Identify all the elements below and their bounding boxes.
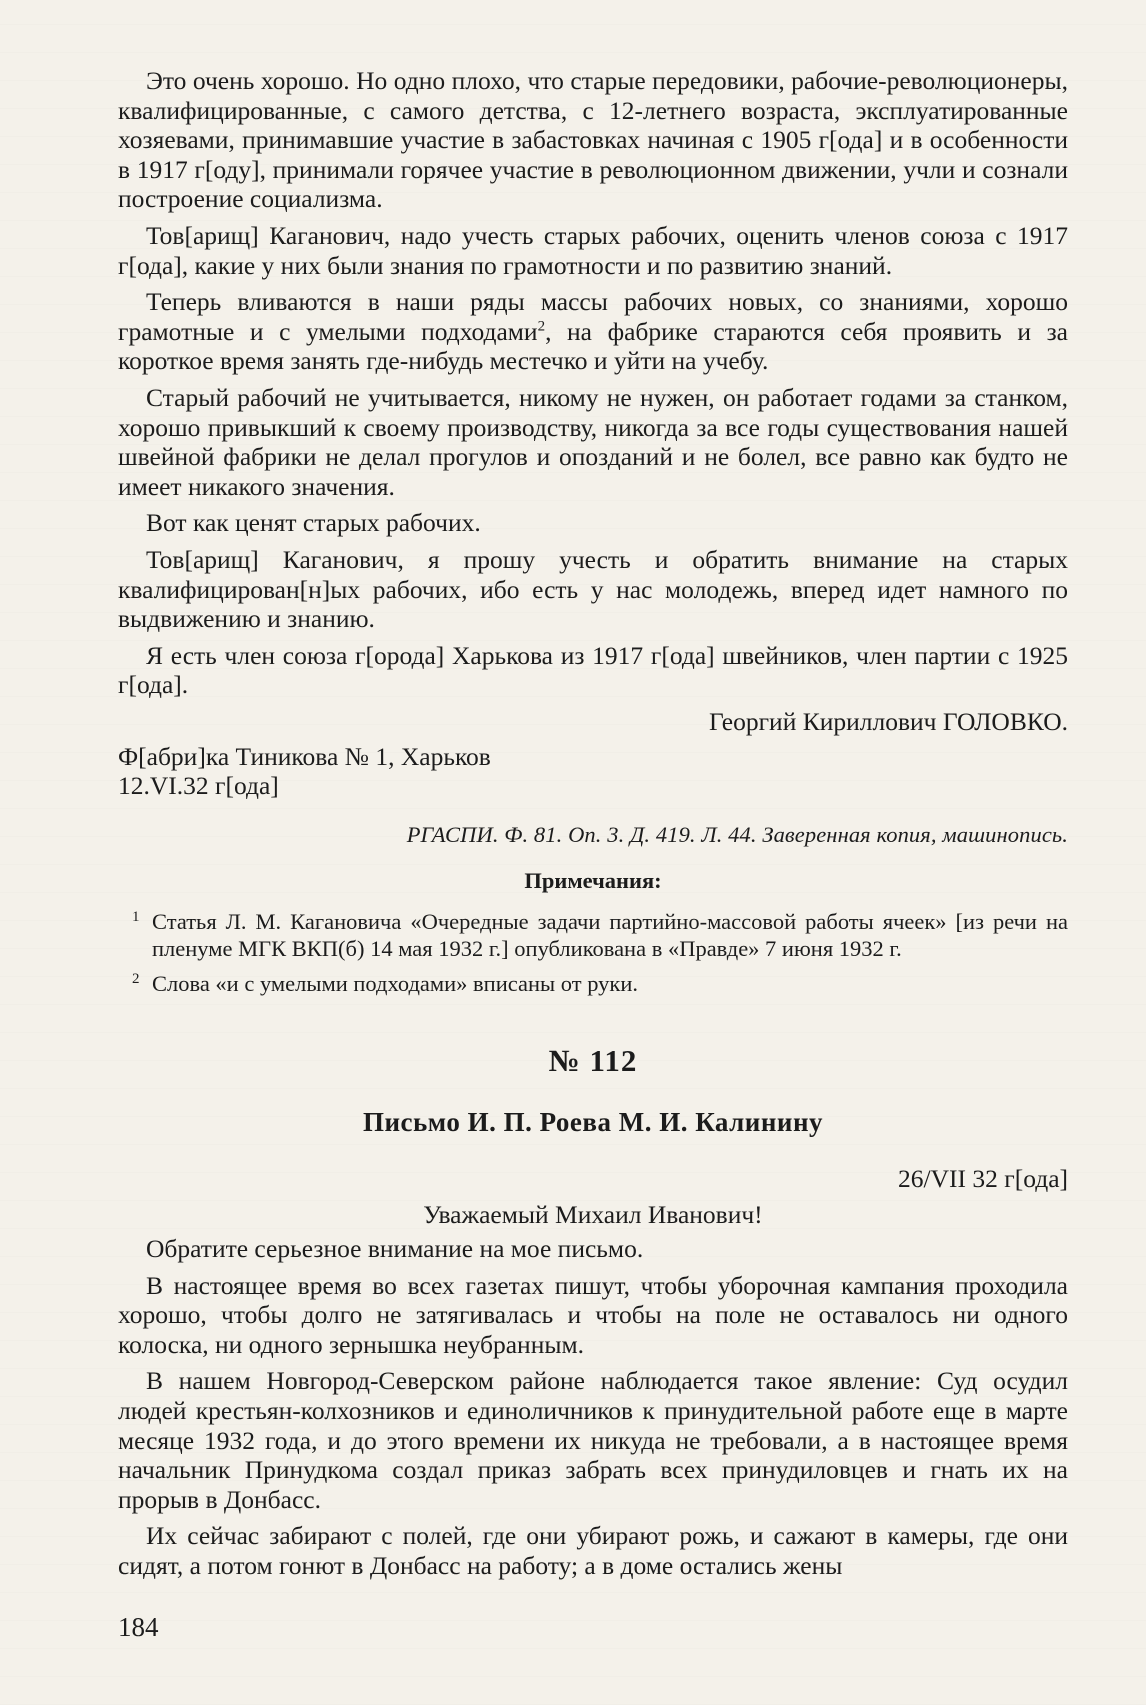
paragraph: Вот как ценят старых рабочих. xyxy=(146,508,481,538)
note-text: Слова «и с умелыми подходами» вписаны от руки. xyxy=(152,971,639,997)
document-number: № 112 xyxy=(548,1043,638,1079)
letter-date: 26/VII 32 г[ода] xyxy=(898,1164,1068,1194)
note xyxy=(118,970,1068,997)
note-text: Статья Л. М. Кагановича «Очередные задачи партийно-массовой работы ячеек» [из речи на пленуме МГК ВКП(б) 14 мая 1932 г.] опубликована в «Правде» 7 июня 1932 г. xyxy=(152,909,1068,962)
paragraph: Обратите серьезное внимание на мое письмо. xyxy=(146,1234,644,1264)
notes-title: Примечания: xyxy=(524,868,662,894)
salutation: Уважаемый Михаил Иванович! xyxy=(423,1200,763,1230)
document-title: Письмо И. П. Роева М. И. Калинину xyxy=(362,1107,824,1138)
paragraph: В нашем Новгород-Северском районе наблюдается такое явление: Суд осудил людей крестьян-колхозников и единоличников к принудительной работе еще в марте месяце 1932 года, и до этого времени их никуда не требовали, а в настоящее время начальник Принудкома создал приказ забрать всех принудиловцев и гнать их на прорыв в Донбасс. xyxy=(118,1366,1068,1514)
footnote-ref: 2 xyxy=(537,318,546,335)
paragraph: Я есть член союза г[орода] Харькова из 1917 г[ода] швейников, член партии с 1925 г[ода]. xyxy=(118,640,1068,700)
paragraph-text: Теперь вливаются в наши ряды массы рабочих новых, со знаниями, хорошо грамотные и с умелыми подходами xyxy=(118,287,1068,346)
note xyxy=(118,908,1068,962)
date-line: 12.VI.32 г[ода] xyxy=(118,771,279,801)
paragraph: Тов[арищ] Каганович, я прошу учесть и обратить внимание на старых квалифицирован[н]ых рабочих, ибо есть у нас молодежь, вперед идет намного по выдвижению и знанию. xyxy=(118,544,1068,634)
paragraph-text: , на фабрике стараются себя проявить и за короткое время занять где-нибудь местечко и уйти на учебу. xyxy=(118,316,1068,376)
notes xyxy=(118,908,1068,997)
page-number: 184 xyxy=(118,1612,159,1642)
place-line: Ф[абри]ка Тиникова № 1, Харьков xyxy=(118,742,491,772)
archive-source: РГАСПИ. Ф. 81. Оп. 3. Д. 419. Л. 44. Заверенная копия, машинопись. xyxy=(406,822,1068,848)
letter-golovko xyxy=(118,66,1068,850)
paragraph: Старый рабочий не учитывается, никому не нужен, он работает годами за станком, хорошо привыкший к своему производству, никогда за все годы существования нашей швейной фабрики не делал прогулов и опозданий и не болел, все равно как будто не имеет никакого значения. xyxy=(118,382,1068,501)
paragraph: Тов[арищ] Каганович, надо учесть старых рабочих, оценить членов союза с 1917 г[ода], какие у них были знания по грамотности и по развитию знаний. xyxy=(118,220,1068,280)
place-date xyxy=(118,742,1068,800)
signature: Георгий Кириллович ГОЛОВКО. xyxy=(708,706,1068,736)
paragraph xyxy=(118,287,1068,376)
note-marker: 1 xyxy=(132,909,140,926)
paragraph: Это очень хорошо. Но одно плохо, что старые передовики, рабочие-революционеры, квалифицированные, с самого детства, с 12-летнего возраста, эксплуатированные хозяевами, принимавшие участие в забастовках начиная с 1905 г[ода] и в особенности в 1917 г[оду], принимали горячее участие в революционном движении, учли и сознали построение социализма. xyxy=(118,66,1068,214)
note-marker: 2 xyxy=(132,971,140,988)
paragraph: В настоящее время во всех газетах пишут, чтобы уборочная кампания проходила хорошо, чтобы долго не затягивалась и чтобы на поле не оставалось ни одного колоска, ни одного зернышка неубранным. xyxy=(118,1270,1068,1359)
paragraph: Их сейчас забирают с полей, где они убирают рожь, и сажают в камеры, где они сидят, а потом гонют в Донбасс на работу; а в доме остались жены xyxy=(118,1521,1068,1580)
letter-roev xyxy=(118,1234,1068,1581)
